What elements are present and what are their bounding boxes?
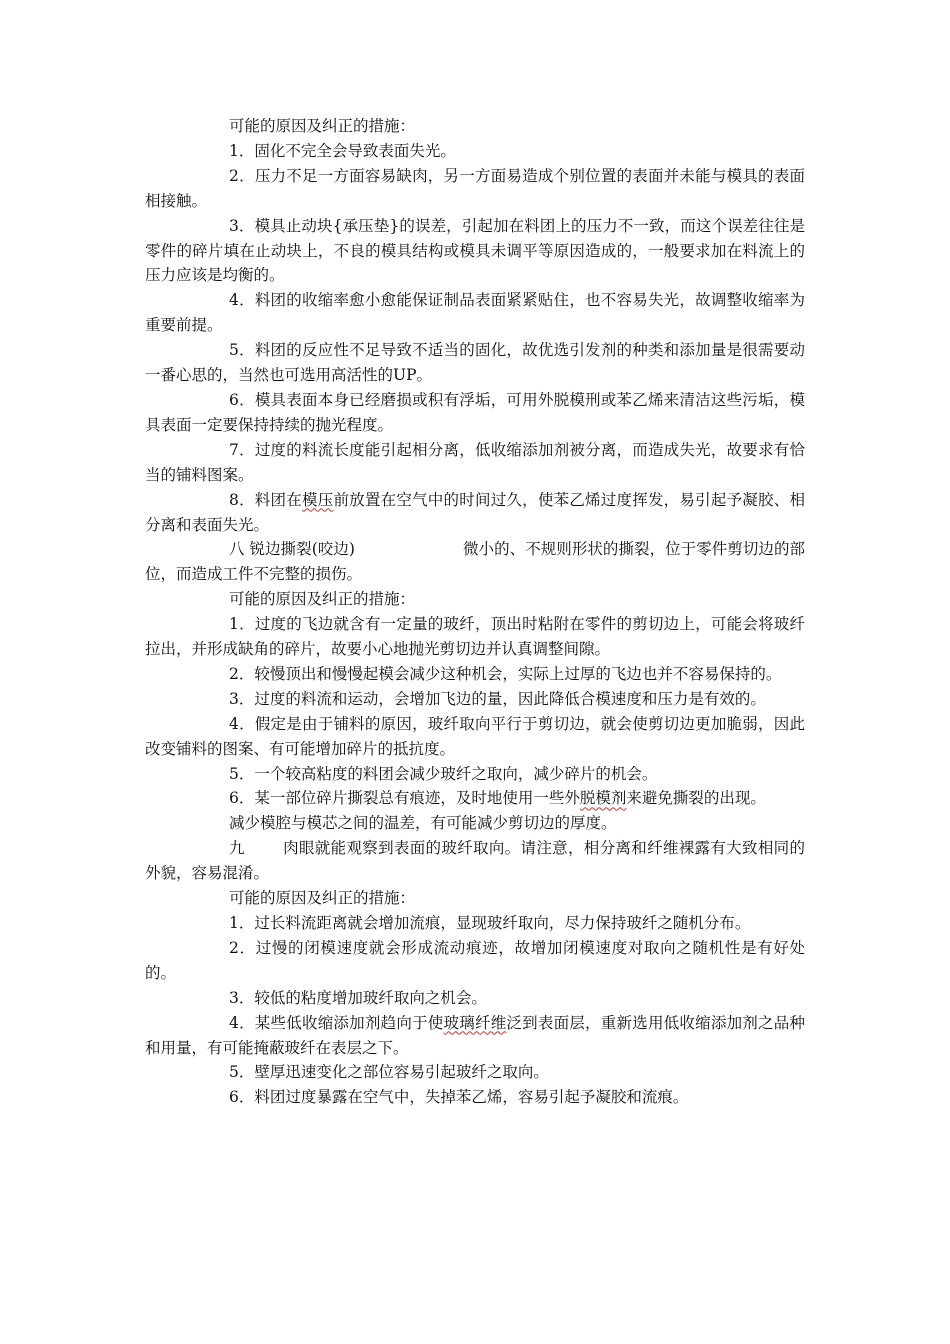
list-item: 4．料团的收缩率愈小愈能保证制品表面紧紧贴住，也不容易失光，故调整收缩率为重要前提。	[145, 291, 805, 335]
list-item: 2．过慢的闭模速度就会形成流动痕迹，故增加闭模速度对取向之随机性是有好处的。	[145, 938, 805, 982]
list-item: 6．料团过度暴露在空气中，失掉苯乙烯，容易引起予凝胶和流痕。	[229, 1088, 689, 1107]
list-item: 6．模具表面本身已经磨损或积有浮垢，可用外脱模刑或苯乙烯来清洁这些污垢，模具表面一定要保持持续的抛光程度。	[145, 390, 805, 434]
list-item: 1．固化不完全会导致表面失光。	[229, 141, 456, 160]
list-item: 7．过度的料流长度能引起相分离，低收缩添加剂被分离，而造成失光，故要求有恰当的铺料图案。	[145, 440, 805, 484]
section-description: 肉眼就能观察到表面的玻纤取向。请注意，相分离和纤维裸露有大致相同的外貌，容易混淆。	[145, 839, 805, 883]
causes-heading: 可能的原因及纠正的措施：	[229, 889, 416, 908]
list-item: 1．过长料流距离就会增加流痕，显现玻纤取向，尽力保持玻纤之随机分布。	[229, 914, 751, 932]
list-item: 2．压力不足一方面容易缺肉，另一方面易造成个别位置的表面并未能与模具的表面相接触。	[145, 166, 805, 210]
section-title: 九	[229, 839, 245, 858]
list-item: 2．较慢顶出和慢慢起模会减少这种机会，实际上过厚的飞边也并不容易保持的。	[229, 664, 782, 683]
list-item: 5．一个较高粘度的料团会减少玻纤之取向，减少碎片的机会。	[229, 764, 658, 783]
list-item: 3．过度的料流和运动，会增加飞边的量，因此降低合模速度和压力是有效的。	[229, 689, 766, 708]
item-text: 8．料团在	[229, 490, 302, 509]
paragraph: 减少模腔与模芯之间的温差，有可能减少剪切边的厚度。	[229, 814, 617, 833]
spellcheck-marked-word: 玻璃纤维	[443, 1013, 507, 1032]
list-item	[145, 488, 805, 538]
causes-heading: 可能的原因及纠正的措施：	[229, 590, 416, 609]
list-item: 4．假定是由于铺料的原因，玻纤取向平行于剪切边，就会使剪切边更加脆弱，因此改变铺料的图案、有可能增加碎片的抵抗度。	[145, 714, 805, 758]
item-text: 前放置在空气中的时间过久，使苯乙烯过度挥发，易引起予凝胶、相分离和表面失光。	[145, 490, 805, 534]
section-heading	[145, 836, 805, 886]
list-item	[145, 1011, 805, 1061]
item-text: 来避免撕裂的出现。	[626, 789, 766, 808]
list-item	[145, 786, 805, 811]
document-page	[145, 114, 805, 1110]
spellcheck-marked-word: 脱模剂	[579, 789, 627, 808]
item-text: 4．某些低收缩添加剂趋向于使	[229, 1013, 444, 1032]
list-item: 3．较低的粘度增加玻纤取向之机会。	[229, 988, 487, 1007]
section-description: 微小的、不规则形状的撕裂，位于零件剪切边的部位，而造成工件不完整的损伤。	[145, 540, 805, 584]
list-item: 1．过度的飞边就含有一定量的玻纤，顶出时粘附在零件的剪切边上，可能会将玻纤拉出，并形成缺角的碎片，故要小心地抛光剪切边并认真调整间隙。	[145, 615, 805, 659]
spellcheck-marked-word: 模压	[302, 490, 334, 509]
causes-heading: 可能的原因及纠正的措施：	[229, 117, 416, 135]
list-item: 5．料团的反应性不足导致不适当的固化，故优选引发剂的种类和添加量是很需要动一番心思的，当然也可选用高活性的UP。	[145, 341, 805, 385]
item-text: 6．某一部位碎片撕裂总有痕迹，及时地使用一些外	[229, 789, 580, 808]
section-title: 八 锐边撕裂(咬边)	[229, 540, 355, 559]
section-heading	[145, 537, 805, 587]
item-text: 泛到表面层，重新选用低收缩添加剂之品种和用量，有可能掩蔽玻纤在表层之下。	[145, 1013, 805, 1057]
list-item: 3．模具止动块{承压垫}的误差，引起加在料团上的压力不一致，而这个误差往往是零件的碎片填在止动块上，不良的模具结构或模具未调平等原因造成的，一般要求加在料流上的压力应该是均衡的。	[145, 216, 805, 285]
list-item: 5．壁厚迅速变化之部位容易引起玻纤之取向。	[229, 1063, 549, 1082]
